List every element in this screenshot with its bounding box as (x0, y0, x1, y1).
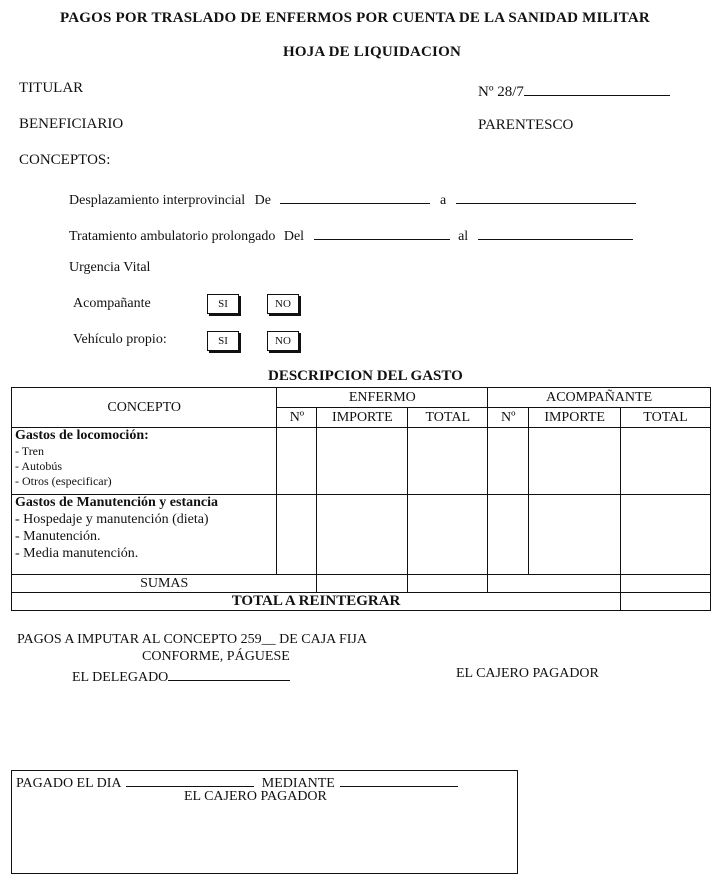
sumas-cell[interactable] (317, 575, 408, 593)
sumas-row (12, 575, 711, 593)
acompanante-total-header: TOTAL (621, 408, 711, 428)
manutencion-item: - Media manutención. (15, 546, 139, 561)
amount-cell[interactable] (317, 428, 408, 495)
mediante-line[interactable] (340, 772, 458, 787)
acompanante-label: Acompañante (73, 296, 151, 311)
enfermo-importe-header: IMPORTE (317, 408, 408, 428)
amount-cell[interactable] (317, 495, 408, 575)
numero-line[interactable] (524, 81, 670, 96)
acompanante-si-checkbox[interactable]: SI (207, 294, 239, 314)
amount-cell[interactable] (277, 428, 317, 495)
titular-label: TITULAR (19, 80, 84, 96)
amount-cell[interactable] (488, 495, 529, 575)
desplazamiento-row (69, 189, 636, 209)
sumas-cell[interactable] (621, 575, 711, 593)
numero-field[interactable] (478, 81, 670, 101)
amount-cell[interactable] (408, 428, 488, 495)
concepto-header: CONCEPTO (12, 388, 277, 428)
pagado-date-line[interactable] (126, 772, 254, 787)
delegado-signature-line[interactable] (168, 666, 290, 681)
manutencion-title: Gastos de Manutención y estancia (15, 495, 218, 510)
amount-cell[interactable] (277, 495, 317, 575)
acompanante-no-checkbox[interactable]: NO (267, 294, 299, 314)
amount-cell[interactable] (529, 428, 621, 495)
cajero2-label: EL CAJERO PAGADOR (184, 789, 327, 804)
de-label: De (254, 193, 271, 208)
numero-label: Nº 28/7 (478, 84, 524, 100)
locomocion-item: - Tren (15, 444, 45, 458)
vehiculo-si-checkbox[interactable]: SI (207, 331, 239, 351)
locomocion-cell (12, 428, 277, 495)
locomocion-item: - Autobús (15, 459, 63, 473)
vehiculo-no-checkbox[interactable]: NO (267, 331, 299, 351)
al-label: al (458, 229, 469, 244)
sumas-cell[interactable] (408, 575, 488, 593)
manutencion-item: - Hospedaje y manutención (dieta) (15, 512, 209, 527)
total-cell[interactable] (621, 593, 711, 611)
amount-cell[interactable] (529, 495, 621, 575)
locomocion-title: Gastos de locomoción: (15, 428, 149, 443)
locomocion-item: - Otros (especificar) (15, 474, 112, 488)
delegado-field (72, 666, 290, 686)
urgencia-label: Urgencia Vital (69, 260, 151, 275)
table-row (12, 428, 711, 495)
delegado-label: EL DELEGADO (72, 670, 169, 685)
desplazamiento-label: Desplazamiento interprovincial (69, 193, 246, 208)
amount-cell[interactable] (408, 495, 488, 575)
amount-cell[interactable] (621, 495, 711, 575)
acompanante-numero-header: Nº (488, 408, 529, 428)
acompanante-header: ACOMPAÑANTE (488, 388, 711, 408)
amount-cell[interactable] (621, 428, 711, 495)
manutencion-cell (12, 495, 277, 575)
desde-line[interactable] (280, 189, 430, 204)
tratamiento-row (69, 225, 633, 245)
hasta-line[interactable] (456, 189, 636, 204)
del-label: Del (283, 229, 305, 244)
enfermo-total-header: TOTAL (408, 408, 488, 428)
mediante-label: MEDIANTE (261, 776, 335, 791)
cajero-label: EL CAJERO PAGADOR (456, 666, 599, 681)
a-label: a (439, 193, 447, 208)
manutencion-item: - Manutención. (15, 529, 101, 544)
conceptos-label: CONCEPTOS: (19, 152, 111, 168)
imputar-text: PAGOS A IMPUTAR AL CONCEPTO 259__ DE CAJA FIJA (17, 632, 367, 647)
enfermo-header: ENFERMO (277, 388, 488, 408)
enfermo-numero-header: Nº (277, 408, 317, 428)
total-row (12, 593, 711, 611)
del-line[interactable] (314, 225, 450, 240)
amount-cell[interactable] (488, 428, 529, 495)
gasto-heading: DESCRIPCION DEL GASTO (268, 368, 463, 384)
total-reintegrar-label: TOTAL A REINTEGRAR (12, 593, 621, 611)
pagado-label: PAGADO EL DIA (16, 776, 121, 791)
al-line[interactable] (478, 225, 633, 240)
beneficiario-label: BENEFICIARIO (19, 116, 124, 132)
sumas-label: SUMAS (12, 575, 317, 593)
parentesco-label: PARENTESCO (478, 117, 574, 133)
expense-table (11, 387, 711, 611)
page-subtitle: HOJA DE LIQUIDACION (283, 44, 461, 60)
page-title: PAGOS POR TRASLADO DE ENFERMOS POR CUENTA DE LA SANIDAD MILITAR (60, 10, 650, 26)
vehiculo-label: Vehículo propio: (73, 332, 167, 347)
conforme-text: CONFORME, PÁGUESE (142, 649, 290, 664)
table-row (12, 495, 711, 575)
tratamiento-label: Tratamiento ambulatorio prolongado (69, 229, 276, 244)
acompanante-importe-header: IMPORTE (529, 408, 621, 428)
sumas-cell[interactable] (488, 575, 621, 593)
